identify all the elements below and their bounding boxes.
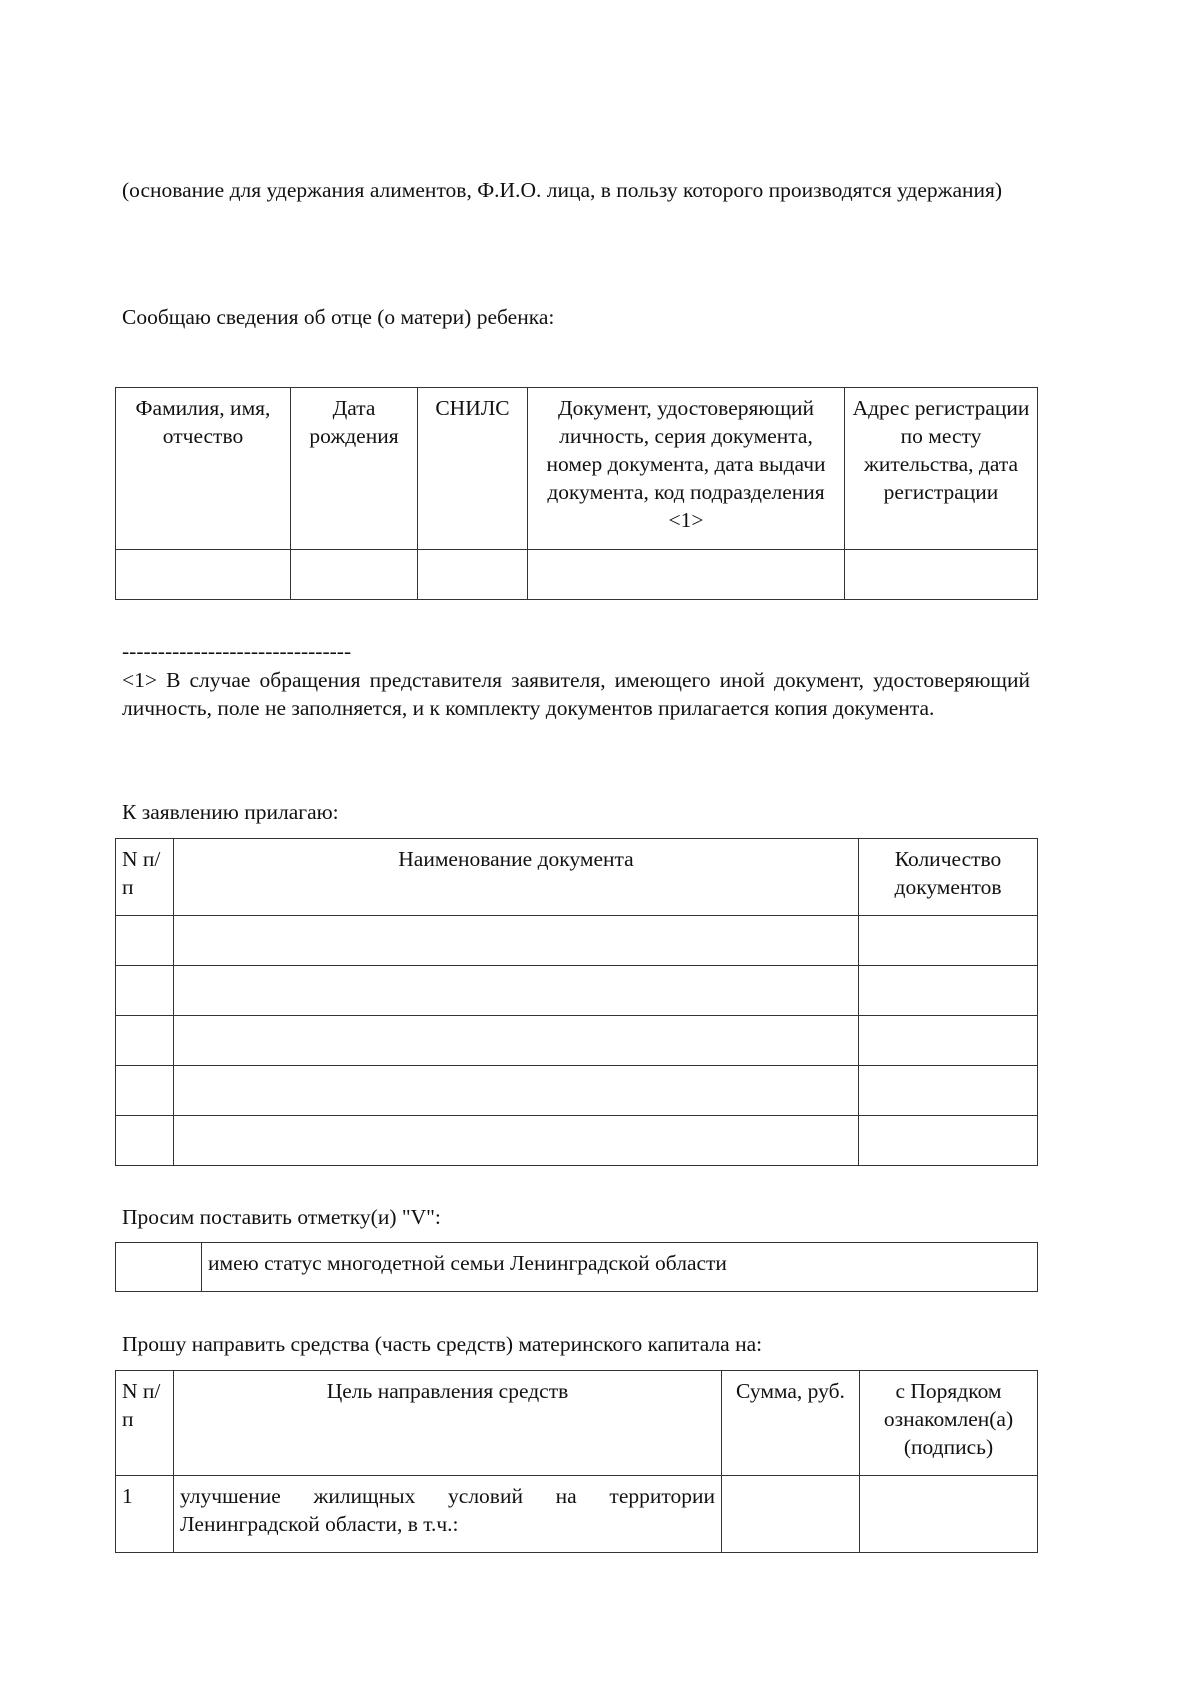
- attachments-header-row: [116, 839, 1038, 916]
- cell-row-number: 1: [116, 1476, 174, 1553]
- attachments-empty-row: [116, 1016, 1038, 1066]
- header-amount: Сумма, руб.: [722, 1371, 860, 1476]
- cell-row-number[interactable]: [116, 966, 174, 1016]
- header-row-number: N п/п: [116, 1371, 174, 1476]
- attachments-empty-row: [116, 916, 1038, 966]
- header-full-name: Фамилия, имя, отчество: [116, 388, 291, 550]
- header-document-count: Количество документов: [859, 839, 1038, 916]
- header-snils: СНИЛС: [418, 388, 528, 550]
- cell-document-count[interactable]: [859, 1116, 1038, 1166]
- cell-document-name[interactable]: [174, 916, 859, 966]
- basis-note: (основание для удержания алиментов, Ф.И.О. лица, в пользу которого производятся удержания): [122, 178, 1003, 202]
- cell-document-count[interactable]: [859, 1066, 1038, 1116]
- cell-document-count[interactable]: [859, 1016, 1038, 1066]
- cell-identity-document[interactable]: [528, 550, 845, 600]
- attachments-intro: К заявлению прилагаю:: [122, 800, 339, 824]
- cell-amount[interactable]: [722, 1476, 860, 1553]
- header-birth-date: Дата рождения: [291, 388, 418, 550]
- cell-document-count[interactable]: [859, 966, 1038, 1016]
- cell-registration-address[interactable]: [845, 550, 1038, 600]
- attachments-table: [115, 838, 1038, 1166]
- capital-intro: Прошу направить средства (часть средств) материнского капитала на:: [122, 1332, 763, 1356]
- cell-row-number[interactable]: [116, 916, 174, 966]
- attachments-empty-row: [116, 966, 1038, 1016]
- footnote-text: <1> В случае обращения представителя заявителя, имеющего иной документ, удостоверяющий личность, поле не заполняется, и к комплекту документов прилагается копия документа.: [122, 668, 1030, 720]
- cell-document-name[interactable]: [174, 1116, 859, 1166]
- footnote-separator: --------------------------------: [122, 639, 352, 663]
- mark-intro: Просим поставить отметку(и) "V":: [122, 1205, 441, 1229]
- cell-full-name[interactable]: [116, 550, 291, 600]
- header-purpose: Цель направления средств: [174, 1371, 722, 1476]
- cell-document-name[interactable]: [174, 1066, 859, 1116]
- capital-table: [115, 1370, 1038, 1553]
- cell-row-number[interactable]: [116, 1116, 174, 1166]
- mark-checkbox-cell[interactable]: [116, 1243, 202, 1292]
- capital-header-row: [116, 1371, 1038, 1476]
- header-row-number: N п/п: [116, 839, 174, 916]
- cell-signature[interactable]: [860, 1476, 1038, 1553]
- cell-document-name[interactable]: [174, 1016, 859, 1066]
- parent-table-empty-row: [116, 550, 1038, 600]
- cell-purpose: улучшение жилищных условий на территории Ленинградской области, в т.ч.:: [174, 1476, 722, 1553]
- header-registration-address: Адрес регистрации по месту жительства, дата регистрации: [845, 388, 1038, 550]
- header-signature: с Порядком ознакомлен(а) (подпись): [860, 1371, 1038, 1476]
- capital-row: [116, 1476, 1038, 1553]
- mark-table: [115, 1242, 1038, 1292]
- cell-document-count[interactable]: [859, 916, 1038, 966]
- attachments-empty-row: [116, 1066, 1038, 1116]
- cell-row-number[interactable]: [116, 1016, 174, 1066]
- header-document-name: Наименование документа: [174, 839, 859, 916]
- cell-snils[interactable]: [418, 550, 528, 600]
- mark-row: [116, 1243, 1038, 1292]
- parent-table-header-row: [116, 388, 1038, 550]
- cell-birth-date[interactable]: [291, 550, 418, 600]
- attachments-empty-row: [116, 1116, 1038, 1166]
- parent-info-table: [115, 387, 1038, 600]
- cell-document-name[interactable]: [174, 966, 859, 1016]
- header-identity-document: Документ, удостоверяющий личность, серия документа, номер документа, дата выдачи документа, код подразделения <1>: [528, 388, 845, 550]
- parent-info-intro: Сообщаю сведения об отце (о матери) ребенка:: [122, 305, 555, 329]
- mark-option-label: имею статус многодетной семьи Ленинградской области: [202, 1243, 1038, 1292]
- cell-row-number[interactable]: [116, 1066, 174, 1116]
